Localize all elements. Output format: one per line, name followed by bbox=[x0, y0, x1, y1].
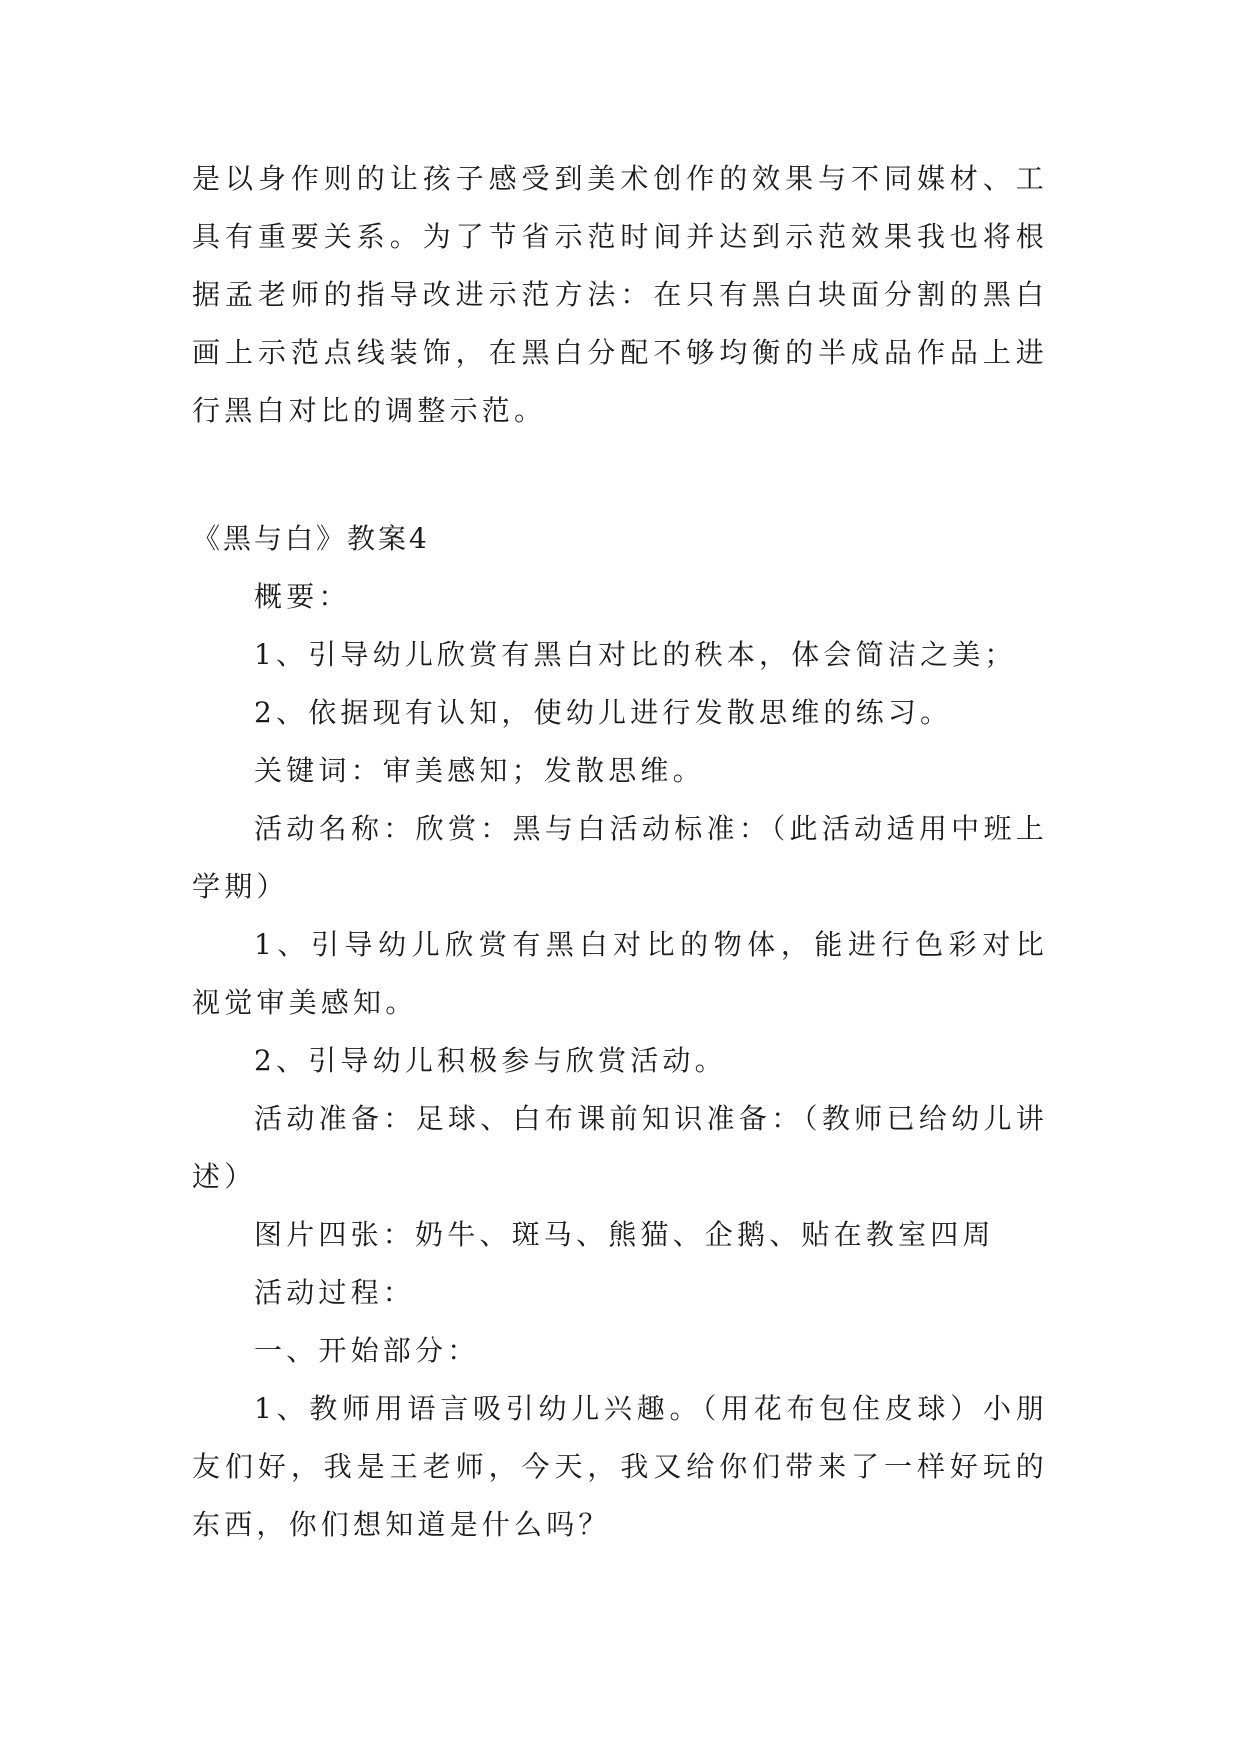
continuation-paragraph: 是以身作则的让孩子感受到美术创作的效果与不同媒材、工具有重要关系。为了节省示范时间并达到示范效果我也将根据孟老师的指导改进示范方法：在只有黑白块面分割的黑白画上示范点线装饰，在黑白分配不够均衡的半成品作品上进行黑白对比的调整示范。 bbox=[192, 162, 1048, 427]
paragraph-goal-1: 1、引导幼儿欣赏有黑白对比的物体，能进行色彩对比视觉审美感知。 bbox=[192, 928, 1048, 1019]
paragraph-summary-2: 2、依据现有认知，使幼儿进行发散思维的练习。 bbox=[254, 696, 953, 729]
document-page bbox=[192, 150, 1048, 1554]
paragraph-process-label: 活动过程： bbox=[254, 1276, 416, 1309]
section-title: 《黑与白》教案4 bbox=[192, 522, 430, 555]
paragraph-part-one: 一、开始部分： bbox=[254, 1334, 480, 1367]
paragraph-activity-name: 活动名称：欣赏：黑与白活动标准：（此活动适用中班上学期） bbox=[192, 812, 1048, 903]
paragraph-keywords: 关键词：审美感知；发散思维。 bbox=[254, 754, 705, 787]
paragraph-pictures: 图片四张：奶牛、斑马、熊猫、企鹅、贴在教室四周 bbox=[254, 1218, 995, 1251]
paragraph-summary-1: 1、引导幼儿欣赏有黑白对比的秩本，体会简洁之美； bbox=[254, 638, 1017, 671]
paragraph-preparation: 活动准备：足球、白布课前知识准备：（教师已给幼儿讲述） bbox=[192, 1102, 1048, 1193]
paragraph-summary-label: 概要： bbox=[254, 580, 351, 613]
paragraph-goal-2: 2、引导幼儿积极参与欣赏活动。 bbox=[254, 1044, 727, 1077]
paragraph-step-1: 1、教师用语言吸引幼儿兴趣。（用花布包住皮球）小朋友们好，我是王老师，今天，我又给你们带来了一样好玩的东西，你们想知道是什么吗？ bbox=[192, 1392, 1048, 1541]
